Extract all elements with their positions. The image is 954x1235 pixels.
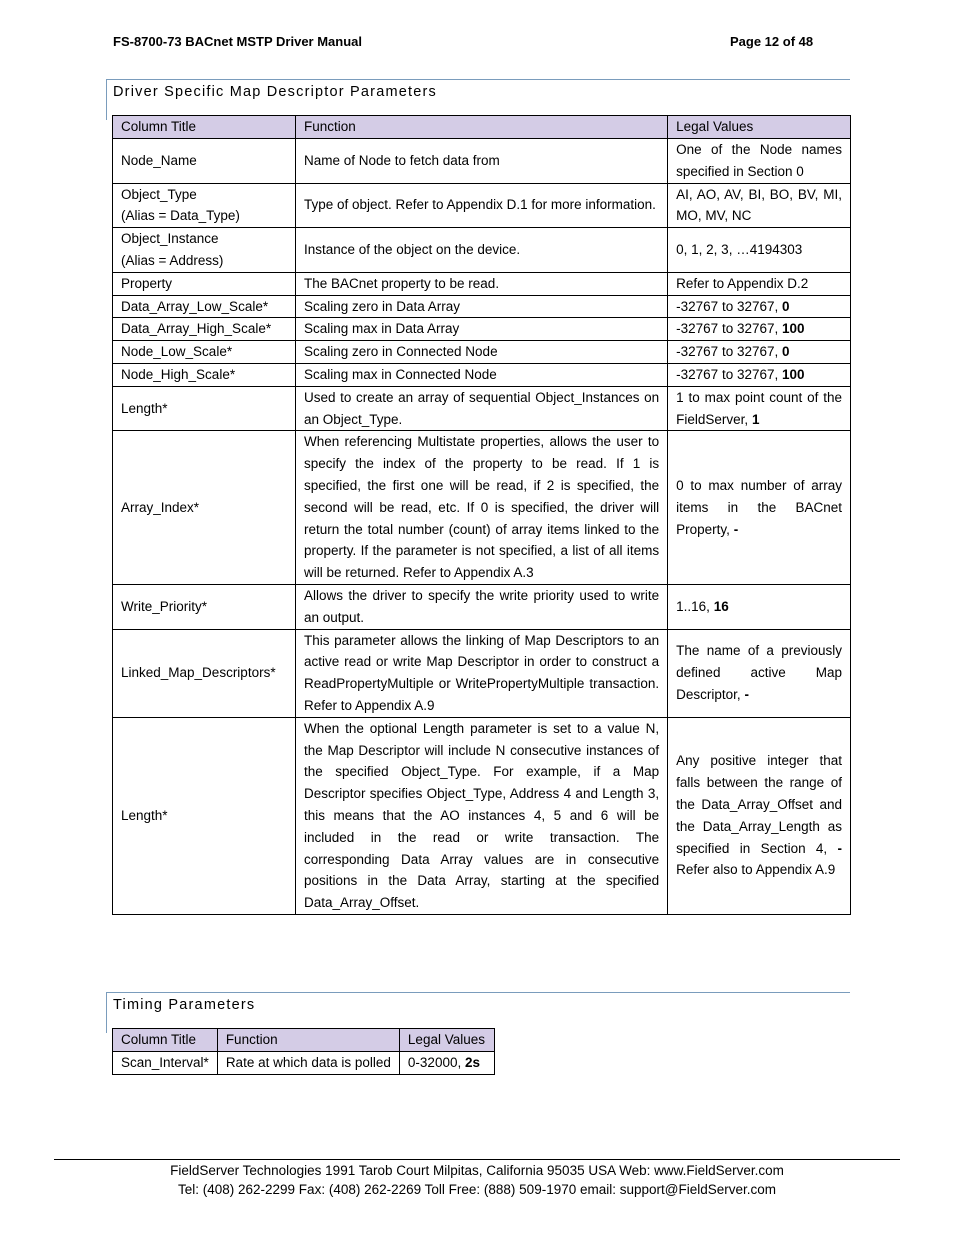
table-header-row (113, 116, 851, 139)
legal-value-text: 1 to max point count of the FieldServer, (676, 389, 842, 427)
cell-column-title (113, 272, 296, 295)
section-heading-timing: Timing Parameters (106, 992, 850, 1033)
legal-default-value: 100 (782, 321, 805, 337)
legal-default-value: - (733, 521, 739, 537)
cell-legal-values (668, 431, 851, 585)
cell-function: When referencing Multistate properties, allows the user to specify the index of the property to be read. If 1 is specified, the first one will be read, if 2 is specified, the second will be read, etc. If 0 is specified, the driver will return the total number (count) of array items linked to the property. If the parameter is not specified, a list of all items will be returned. Refer to Appendix A.3 (295, 431, 667, 585)
footer-divider (54, 1159, 900, 1160)
legal-value-text: The name of a previously defined active Map Descriptor, (676, 643, 842, 703)
cell-column-title (113, 139, 296, 184)
legal-default-value: 16 (713, 598, 729, 614)
table-row (113, 584, 851, 629)
cell-function: Instance of the object on the device. (295, 228, 667, 273)
cell-legal-values (668, 272, 851, 295)
cell-function: When the optional Length parameter is set to a value N, the Map Descriptor will include N consecutive instances of the specified Object_Type. For example, if a Map Descriptor specifies Object_Type, Address 4 and Length 3, this means that the AO instances 4, 5 and 6 will be included in the read or write transaction. The corresponding Data Array values are in consecutive positions in the Data Array, starting at the specified Data_Array_Offset. (295, 717, 667, 914)
cell-column-title (113, 318, 296, 341)
cell-column-title (113, 363, 296, 386)
legal-default-value: - (744, 687, 749, 703)
column-title-line: Property (121, 275, 173, 291)
legal-default-value: 1 (751, 411, 760, 427)
cell-column-title (113, 341, 296, 364)
legal-value-text: 0-32000, (407, 1055, 465, 1070)
column-title-line: Length* (121, 400, 168, 416)
column-header: Function (217, 1029, 399, 1052)
column-header: Column Title (113, 116, 296, 139)
legal-value-text: -32767 to 32767, (676, 321, 782, 337)
page-number: Page 12 of 48 (730, 34, 814, 49)
legal-value-text: 0, 1, 2, 3, …4194303 (676, 242, 803, 258)
legal-value-note: Refer also to Appendix A.9 (676, 862, 836, 878)
legal-default-value: 0 (782, 298, 790, 314)
cell-column-title (113, 584, 296, 629)
legal-default-value: 2s (464, 1055, 480, 1070)
column-title-line: Node_Low_Scale* (121, 344, 233, 360)
cell-function: Name of Node to fetch data from (295, 139, 667, 184)
map-descriptor-table (112, 115, 851, 915)
cell-function: Allows the driver to specify the write priority used to write an output. (295, 584, 667, 629)
cell-function: The BACnet property to be read. (295, 272, 667, 295)
legal-value-text: One of the Node names specified in Section 0 (676, 142, 842, 179)
cell-column-title (113, 386, 296, 431)
cell-legal-values (668, 139, 851, 184)
cell-legal-values (668, 228, 851, 273)
column-header: Legal Values (399, 1029, 494, 1052)
footer-address: FieldServer Technologies 1991 Tarob Court Milpitas, California 95035 USA Web: www.FieldServer.com (170, 1163, 784, 1178)
legal-value-text: -32767 to 32767, (676, 344, 782, 360)
table-row (113, 629, 851, 717)
table-row (113, 431, 851, 585)
timing-parameters-table (112, 1028, 495, 1075)
column-title-line: Object_Instance (121, 231, 219, 247)
cell-legal-values (668, 629, 851, 717)
cell-column-title (113, 629, 296, 717)
table-row (113, 386, 851, 431)
legal-default-value: 100 (782, 366, 805, 382)
column-title-line: Write_Priority* (121, 598, 208, 614)
cell-function: Used to create an array of sequential Object_Instances on an Object_Type. (295, 386, 667, 431)
footer-contact: Tel: (408) 262-2299 Fax: (408) 262-2269 Toll Free: (888) 509-1970 email: support@FieldServer.com (177, 1182, 777, 1197)
cell-column-title: Scan_Interval* (113, 1052, 218, 1075)
cell-function: This parameter allows the linking of Map Descriptors to an active read or write Map Descriptor in order to construct a ReadPropertyMultiple or WritePropertyMultiple transaction. Refer to Appendix A.9 (295, 629, 667, 717)
legal-value-text: -32767 to 32767, (676, 298, 782, 314)
cell-legal-values (668, 341, 851, 364)
cell-function: Scaling max in Connected Node (295, 363, 667, 386)
document-title: FS-8700-73 BACnet MSTP Driver Manual (113, 34, 362, 49)
cell-legal-values (668, 295, 851, 318)
column-title-line: Data_Array_High_Scale* (121, 321, 272, 337)
cell-legal-values (668, 584, 851, 629)
column-title-line: Array_Index* (121, 499, 200, 515)
cell-column-title (113, 295, 296, 318)
column-title-line: Data_Array_Low_Scale* (121, 298, 269, 314)
cell-column-title (113, 228, 296, 273)
column-title-line: (Alias = Address) (121, 252, 224, 268)
table-row (113, 228, 851, 273)
table-row (113, 139, 851, 184)
cell-column-title (113, 431, 296, 585)
legal-value-text: Any positive integer that falls between the range of the Data_Array_Offset and the Data_Array_Length as specified in Section 4, (676, 753, 842, 856)
cell-column-title (113, 717, 296, 914)
table-row (113, 363, 851, 386)
column-title-line: (Alias = Data_Type) (121, 208, 240, 224)
legal-value-text: -32767 to 32767, (676, 366, 782, 382)
column-header: Legal Values (668, 116, 851, 139)
table-row (113, 183, 851, 228)
table-row (113, 272, 851, 295)
cell-legal-values (668, 363, 851, 386)
cell-function: Scaling max in Data Array (295, 318, 667, 341)
legal-value-text: AI, AO, AV, BI, BO, BV, MI, MO, MV, NC (676, 186, 842, 224)
cell-function: Scaling zero in Connected Node (295, 341, 667, 364)
cell-function: Type of object. Refer to Appendix D.1 for more information. (295, 183, 667, 228)
table-row (113, 717, 851, 914)
table-row (113, 295, 851, 318)
legal-value-text: 0 to max number of array items in the BACnet Property, (676, 477, 842, 537)
cell-legal-values (399, 1052, 494, 1075)
legal-value-text: Refer to Appendix D.2 (676, 275, 809, 291)
section-heading-map-descriptor: Driver Specific Map Descriptor Parameters (106, 79, 850, 120)
legal-value-text: 1..16, (676, 598, 714, 614)
table-row (113, 318, 851, 341)
legal-default-value: 0 (782, 344, 790, 360)
cell-legal-values (668, 318, 851, 341)
column-title-line: Object_Type (121, 186, 197, 202)
cell-function: Rate at which data is polled (217, 1052, 399, 1075)
column-title-line: Node_High_Scale* (121, 366, 236, 382)
table-row (113, 341, 851, 364)
column-header: Column Title (113, 1029, 218, 1052)
column-title-line: Linked_Map_Descriptors* (121, 665, 276, 681)
cell-legal-values (668, 386, 851, 431)
cell-legal-values (668, 717, 851, 914)
cell-function: Scaling zero in Data Array (295, 295, 667, 318)
column-title-line: Node_Name (121, 152, 197, 168)
column-header: Function (295, 116, 667, 139)
cell-legal-values (668, 183, 851, 228)
table-header-row (113, 1029, 495, 1052)
column-title-line: Length* (121, 807, 168, 823)
cell-column-title (113, 183, 296, 228)
legal-default-value: - (837, 840, 842, 856)
table-row (113, 1052, 495, 1075)
